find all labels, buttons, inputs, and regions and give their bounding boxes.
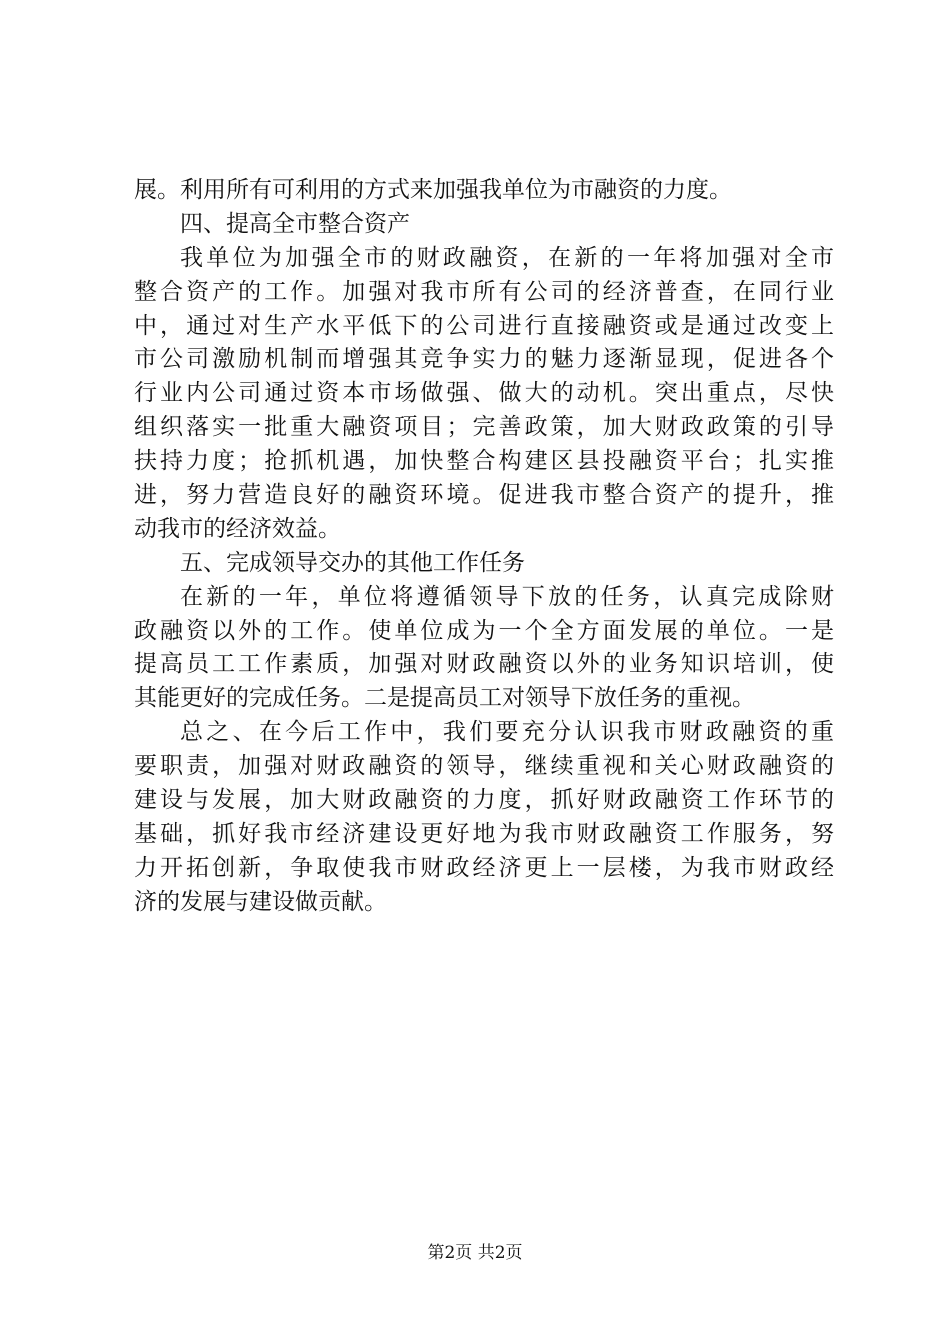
text-line: 动我市的经济效益。 [134, 515, 341, 542]
text-line: 四、提高全市整合资产 [180, 210, 410, 237]
text-line: 基础，抓好我市经济建设更好地为我市财政融资工作服务，努 [134, 820, 834, 847]
text-line: 政融资以外的工作。使单位成为一个全方面发展的单位。一是 [134, 617, 834, 644]
text-line: 在新的一年，单位将遵循领导下放的任务，认真完成除财 [180, 583, 834, 610]
text-line: 中，通过对生产水平低下的公司进行直接融资或是通过改变上 [134, 312, 834, 339]
text-line: 要职责，加强对财政融资的领导，继续重视和关心财政融资的 [134, 753, 834, 780]
text-line: 五、完成领导交办的其他工作任务 [180, 549, 525, 576]
text-line: 力开拓创新，争取使我市财政经济更上一层楼，为我市财政经 [134, 854, 834, 881]
text-line: 组织落实一批重大融资项目；完善政策，加大财政政策的引导 [134, 414, 834, 441]
document-body [134, 174, 834, 920]
text-line: 其能更好的完成任务。二是提高员工对领导下放任务的重视。 [134, 685, 755, 712]
text-line: 进，努力营造良好的融资环境。促进我市整合资产的提升，推 [134, 482, 834, 509]
text-line: 整合资产的工作。加强对我市所有公司的经济普查，在同行业 [134, 278, 834, 305]
text-line: 提高员工工作素质，加强对财政融资以外的业务知识培训，使 [134, 651, 834, 678]
text-line: 总之、在今后工作中，我们要充分认识我市财政融资的重 [180, 719, 834, 746]
text-line: 我单位为加强全市的财政融资，在新的一年将加强对全市 [180, 244, 834, 271]
text-line: 建设与发展，加大财政融资的力度，抓好财政融资工作环节的 [134, 787, 834, 814]
text-line: 济的发展与建设做贡献。 [134, 888, 387, 915]
text-line: 展。利用所有可利用的方式来加强我单位为市融资的力度。 [134, 177, 732, 203]
page-footer: 第2页 共2页 [427, 1243, 523, 1263]
text-line: 扶持力度；抢抓机遇，加快整合构建区县投融资平台；扎实推 [134, 448, 834, 475]
text-line: 市公司激励机制而增强其竞争实力的魅力逐渐显现，促进各个 [134, 346, 834, 373]
text-line: 行业内公司通过资本市场做强、做大的动机。突出重点，尽快 [134, 380, 834, 407]
